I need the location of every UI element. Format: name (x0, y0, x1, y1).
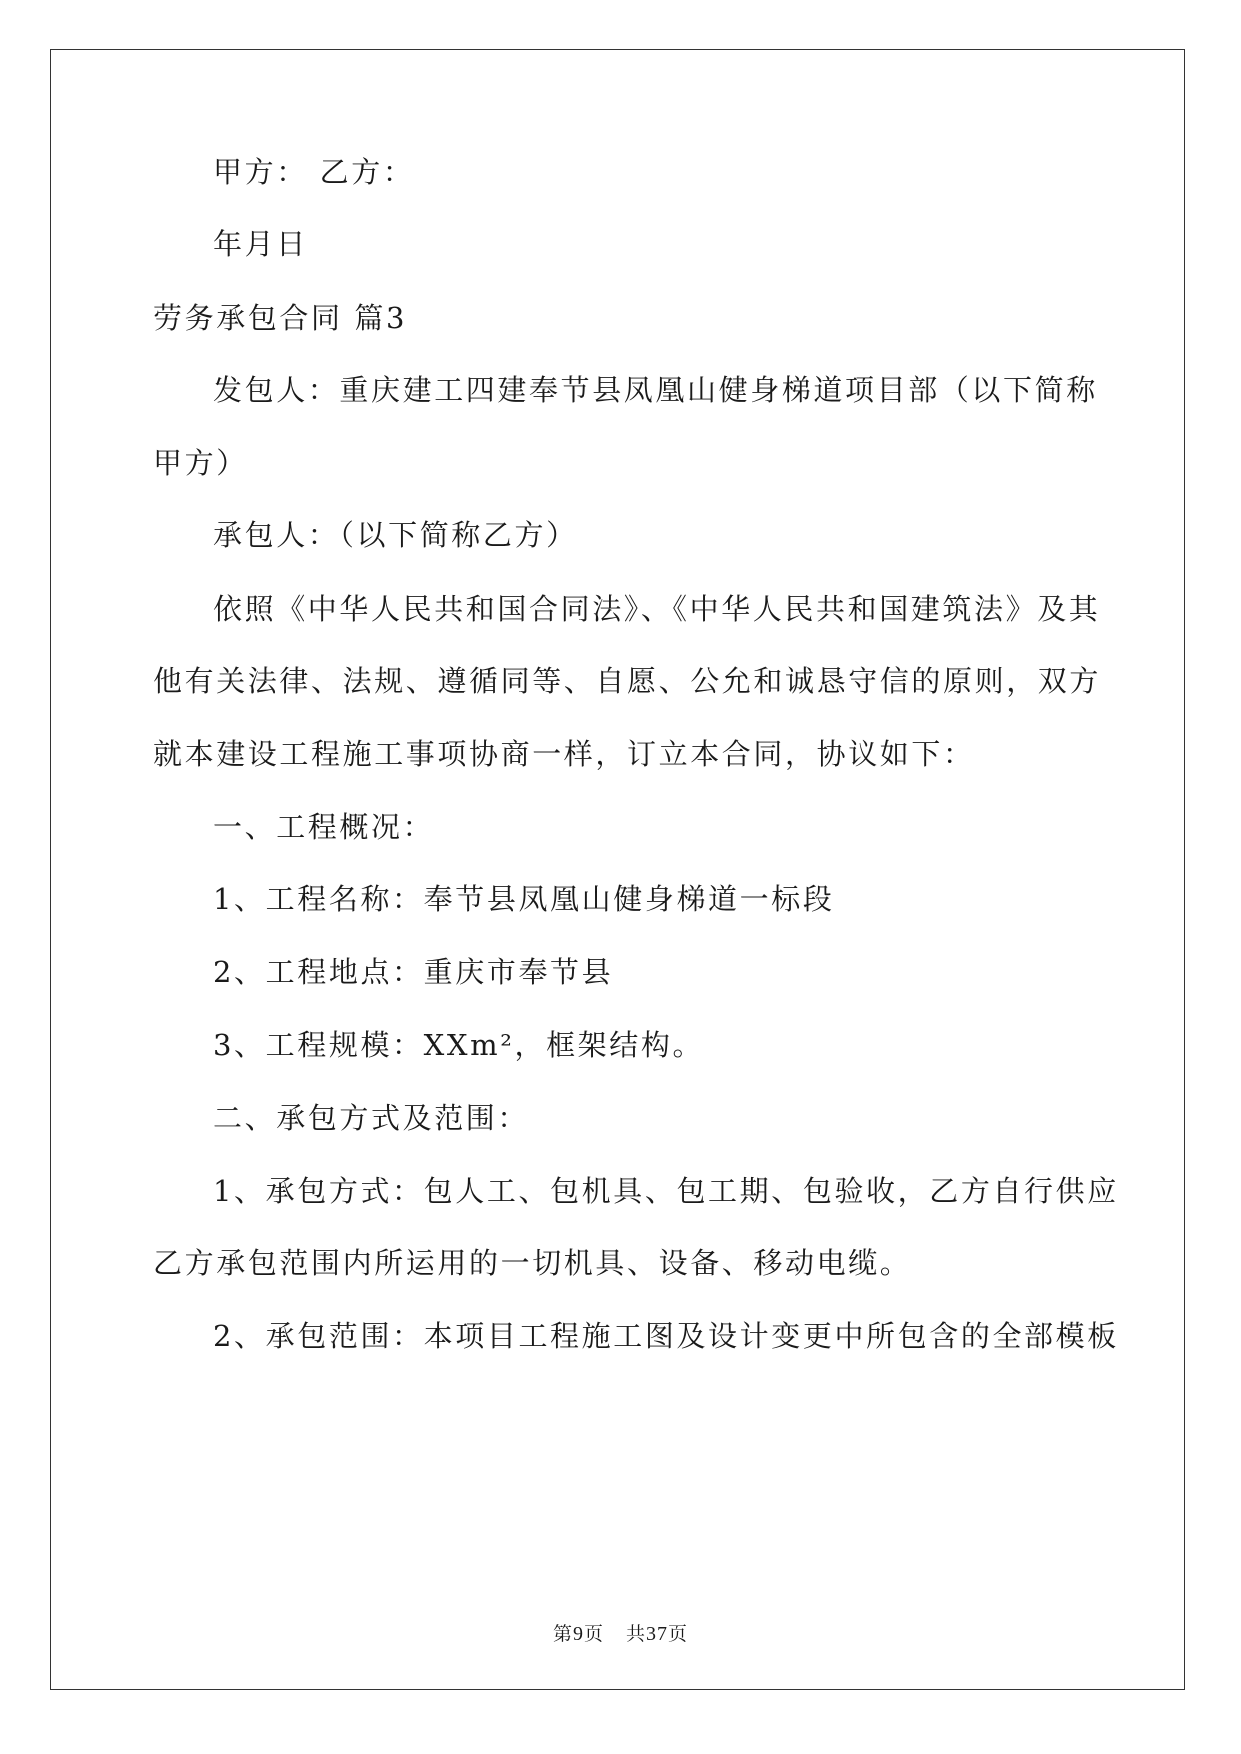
list-item: 2、工程地点：重庆市奉节县 (213, 955, 614, 989)
paragraph-line: 承包人：（以下简称乙方） (213, 518, 578, 552)
date-line: 年月日 (213, 227, 308, 261)
list-item: 1、工程名称：奉节县凤凰山健身梯道一标段 (213, 882, 835, 916)
list-item: 3、工程规模：XXm²，框架结构。 (213, 1028, 705, 1062)
page-prefix: 第 (552, 1623, 573, 1645)
current-page-number: 9 (572, 1623, 584, 1645)
signature-line: 甲方： 乙方： (213, 155, 415, 189)
list-item: 1、承包方式：包人工、包机具、包工期、包验收，乙方自行供应 (213, 1174, 1119, 1208)
section-title: 劳务承包合同 篇3 (153, 301, 408, 335)
total-prefix: 共 (626, 1623, 647, 1645)
heading-line: 一、工程概况： (213, 810, 435, 844)
heading-line: 二、承包方式及范围： (213, 1101, 530, 1135)
total-label: 页 (668, 1623, 689, 1645)
paragraph-line: 甲方） (153, 446, 248, 480)
paragraph-line: 发包人：重庆建工四建奉节县凤凰山健身梯道项目部（以下简称 (213, 373, 1098, 407)
list-item: 2、承包范围：本项目工程施工图及设计变更中所包含的全部模板 (213, 1319, 1119, 1353)
paragraph-line: 他有关法律、法规、遵循同等、自愿、公允和诚恳守信的原则，双方 (153, 664, 1102, 698)
paragraph-line: 乙方承包范围内所运用的一切机具、设备、移动电缆。 (153, 1246, 912, 1280)
paragraph-line: 依照《中华人民共和国合同法》、《中华人民共和国建筑法》及其 (213, 592, 1101, 626)
total-page-number: 37 (646, 1623, 669, 1645)
page-footer (0, 1619, 1241, 1646)
page-label: 页 (583, 1623, 604, 1645)
page-border (50, 49, 1185, 1690)
paragraph-line: 就本建设工程施工事项协商一样，订立本合同，协议如下： (153, 737, 975, 771)
